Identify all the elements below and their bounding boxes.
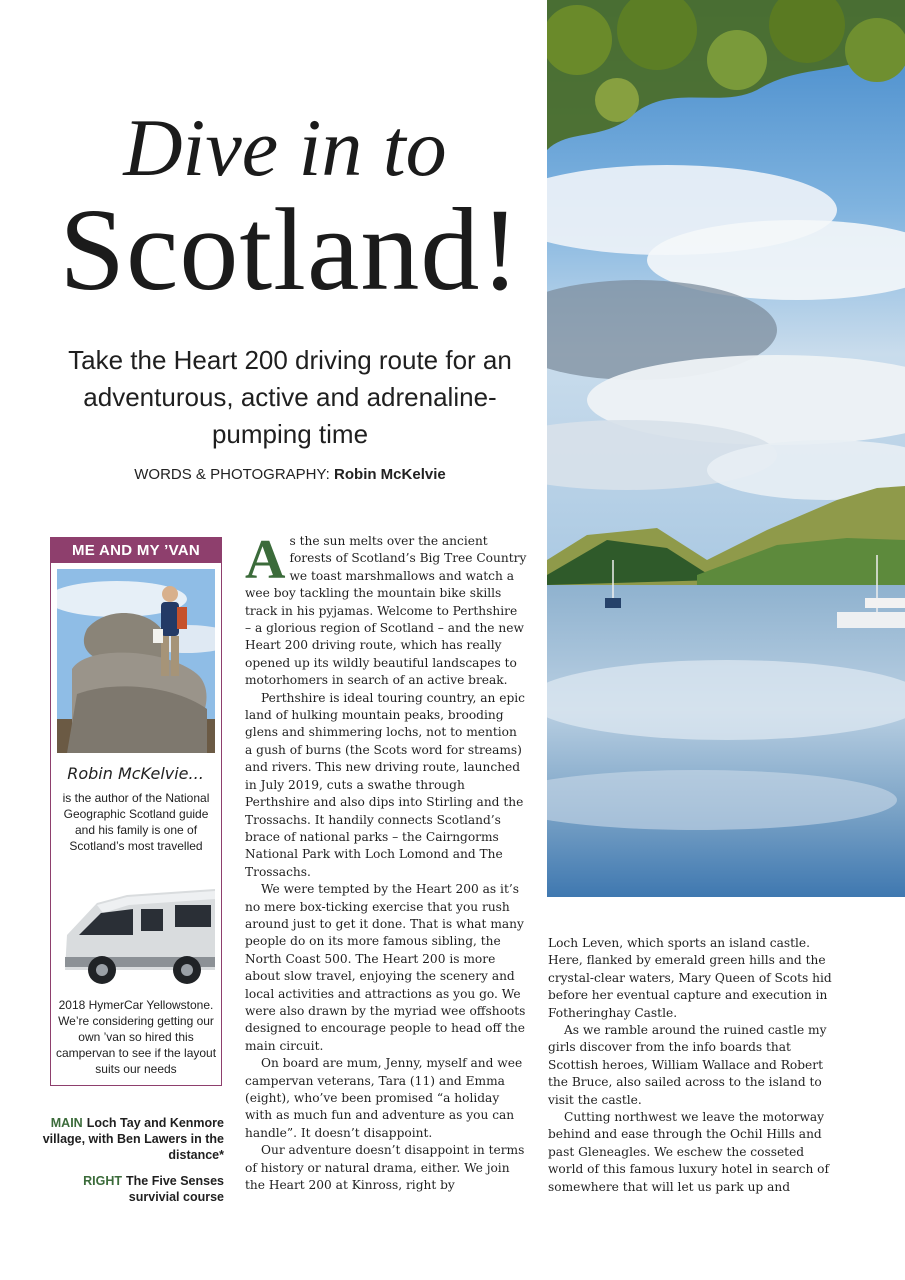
sidebar-heading: ME AND MY ’VAN — [51, 538, 221, 563]
caption-text: The Five Senses survivial course — [126, 1174, 224, 1204]
caption-key: RIGHT — [83, 1174, 123, 1188]
photo-captions — [40, 1115, 224, 1215]
article-column-1 — [245, 529, 527, 1194]
caption-key: MAIN — [50, 1116, 83, 1130]
article-paragraph: Loch Leven, which sports an island castle. Here, flanked by emerald green hills and the crystal-clear waters, Mary Queen of Scots hid before her eventual capture and execution in Fotheringhay Castle. — [548, 936, 832, 1020]
caption-main — [40, 1115, 224, 1163]
article-paragraph: Our adventure doesn’t disappoint in terms of history or natural drama, either. We join the Heart 200 at Kinross, right by — [245, 1143, 525, 1193]
caption-text: Loch Tay and Kenmore village, with Ben Lawers in the distance* — [42, 1116, 224, 1162]
standfirst: Take the Heart 200 driving route for an adventurous, active and adrenaline-pumping time — [68, 345, 512, 449]
article-paragraph: Perthshire is ideal touring country, an epic land of hulking mountain peaks, brooding glens and shimmering lochs, not to mention a gush of burns (the Scots word for streams) and rivers. This new driving route, launched in July 2019, cuts a swathe through Perthshire and also dips into Stirling and the Trossachs. It handily connects Scotland’s brace of national parks – the Cairngorms National Park with Loch Lomond and The Trossachs. — [245, 690, 525, 879]
article-paragraph: Cutting northwest we leave the motorway behind and ease through the Ochil Hills and past Gleneagles. We eschew the cosseted world of this famous luxury hotel in search of somewhere that will let us park up and — [548, 1110, 830, 1194]
drop-cap: A — [245, 529, 286, 591]
van-caption: 2018 HymerCar Yellowstone. We’re considering getting our own ’van so hired this campervan to see if the layout suits our needs — [55, 998, 217, 1076]
article-paragraph: As we ramble around the ruined castle my girls discover from the info boards that Scottish heroes, William Wallace and Robert the Bruce, also sailed across to the island to visit the castle. — [548, 1023, 827, 1107]
author-bio: is the author of the National Geographic Scotland guide and his family is one of Scotland’s most travelled — [62, 791, 210, 853]
byline-author: Robin McKelvie — [334, 466, 446, 483]
article-paragraph — [245, 529, 527, 690]
paragraph-text: s the sun melts over the ancient forests of Scotland’s Big Tree Country we toast marshmallows and watch a wee boy tackling the mountain bike skills track in his pyjamas. Welcome to Perthshire – a glorious region of Scotland – and the new Heart 200 driving route, which has really opened up its wildly beautiful landscapes to motorhomers in search of an active break. — [245, 534, 527, 688]
article-paragraph: We were tempted by the Heart 200 as it’s no mere box-ticking exercise that you rush around just to get it done. That is what many people do on its more famous sibling, the North Coast 500. The Heart 200 is more about slow travel, enjoying the scenery and local activities and attractions as you go. We were also drawn by the myriad wee offshoots designed to encourage people to head off the main circuit. — [245, 882, 526, 1053]
me-and-my-van-box — [50, 537, 222, 1086]
article-paragraph: On board are mum, Jenny, myself and wee campervan veterans, Tara (11) and Emma (eight), who’ve been promised “a holiday with as much fun and adventure as you can handle”. It doesn’t disappoint. — [245, 1056, 523, 1140]
author-photo — [57, 569, 215, 753]
byline-label: WORDS & PHOTOGRAPHY: — [134, 466, 330, 483]
caption-right — [40, 1173, 224, 1205]
title-line-1: Dive in to — [123, 102, 447, 193]
campervan-photo — [57, 865, 215, 990]
main-photo-loch-tay — [547, 0, 905, 897]
byline — [60, 466, 520, 483]
article-column-2 — [548, 935, 833, 1196]
title-line-2: Scotland! — [59, 184, 521, 315]
author-name: Robin McKelvie... — [67, 764, 204, 783]
